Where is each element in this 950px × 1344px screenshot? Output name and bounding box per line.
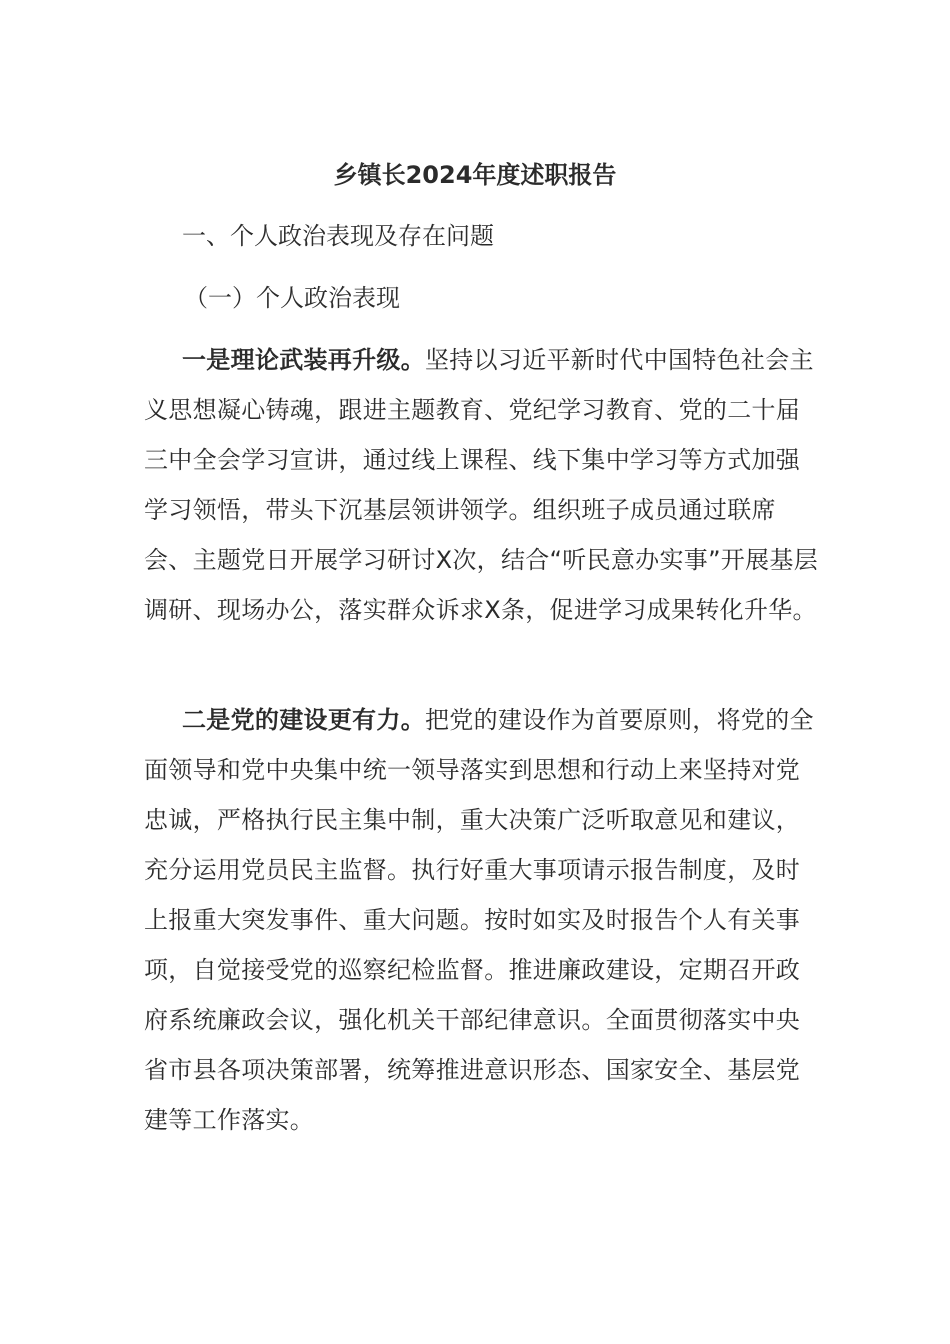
paragraph-party-building bbox=[144, 695, 824, 1145]
document-title: 乡镇长2024年度述职报告 bbox=[333, 161, 617, 189]
paragraph-body: 把党的建设作为首要原则，将党的全面领导和党中央集中统一领导落实到思想和行动上来坚持对党忠诚，严格执行民主集中制，重大决策广泛听取意见和建议，充分运用党员民主监督。执行好重大事项请示报告制度，及时上报重大突发事件、重大问题。按时如实及时报告个人有关事项，自觉接受党的巡察纪检监督。推进廉政建设，定期召开政府系统廉政会议，强化机关干部纪律意识。全面贯彻落实中央省市县各项决策部署，统筹推进意识形态、国家安全、基层党建等工作落实。 bbox=[144, 706, 814, 1134]
paragraph-lead: 二是党的建设更有力。 bbox=[182, 706, 425, 734]
subsection-heading: （一）个人政治表现 bbox=[184, 284, 400, 312]
section-heading: 一、个人政治表现及存在问题 bbox=[182, 222, 494, 250]
paragraph-lead: 一是理论武装再升级。 bbox=[182, 346, 425, 374]
paragraph-theory bbox=[144, 335, 824, 635]
paragraph-body: 坚持以习近平新时代中国特色社会主义思想凝心铸魂，跟进主题教育、党纪学习教育、党的二十届三中全会学习宣讲，通过线上课程、线下集中学习等方式加强学习领悟，带头下沉基层领讲领学。组织班子成员通过联席会、主题党日开展学习研讨X次，结合“听民意办实事”开展基层调研、现场办公，落实群众诉求X条，促进学习成果转化升华。 bbox=[144, 346, 819, 624]
